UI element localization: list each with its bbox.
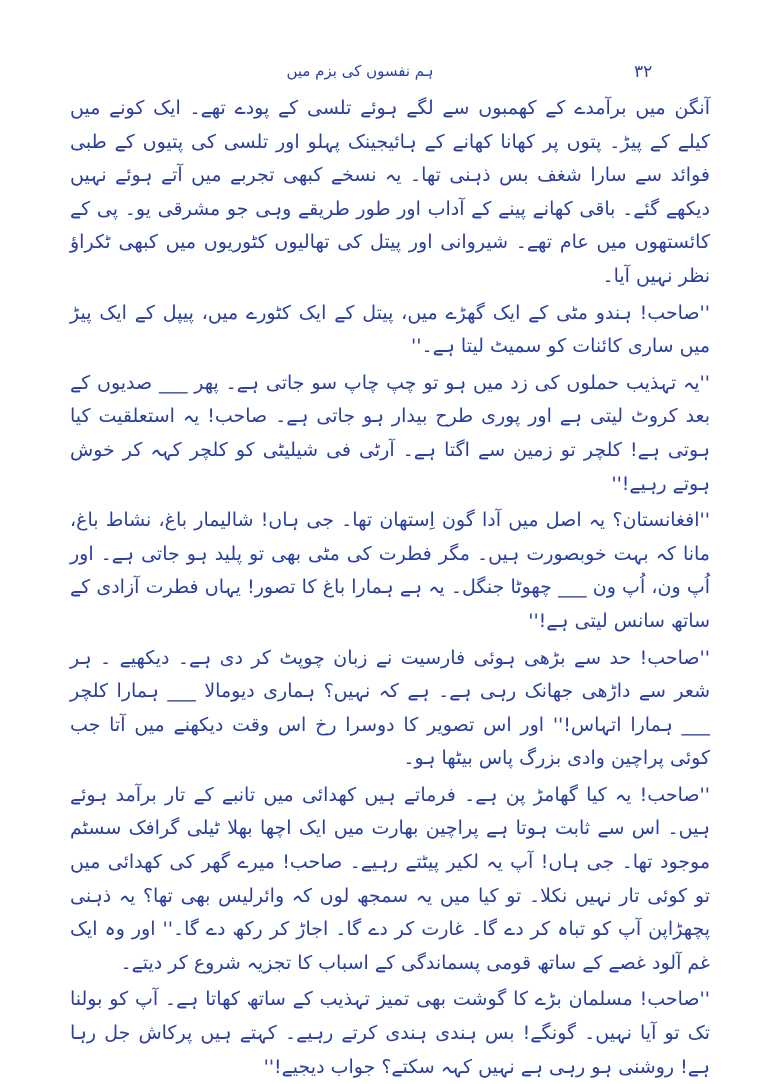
paragraph: ''صاحب! یہ کیا گھامڑ پن ہے۔ فرماتے ہیں کھدائی میں تانبے کے تار برآمد ہوئے ہیں۔ اس سے ثابت ہوتا ہے پراچین بھارت میں ایک اچھا بھلا ٹیلی گرافک سسٹم موجود تھا۔ جی ہاں! آپ یہ لکیر پیٹتے رہیے۔ صاحب! میرے گھر کی کھدائی میں تو کوئی تار نہیں نکلا۔ تو کیا میں یہ سمجھ لوں کہ وائرلیس بھی تھا؟ یہ ذہنی پچھڑاپن آپ کو تباہ کر دے گا۔ غارت کر دے گا۔ اجاڑ کر رکھ دے گا۔'' اور وہ ایک غم آلود غصے کے ساتھ قومی پسماندگی کے اسباب کا تجزیہ شروع کر دیتے۔ [70, 783, 710, 974]
paragraph: ''صاحب! مسلمان بڑے کا گوشت بھی تمیز تہذیب کے ساتھ کھاتا ہے۔ آپ کو بولنا تک تو آیا نہیں۔ گونگے! بس ہندی ہندی کرتے رہیے۔ کہتے ہیں پرکاش جل رہا ہے! روشنی ہو رہی ہے نہیں کہہ سکتے؟ جواب دیجیے!'' [70, 988, 710, 1078]
paragraph: ''صاحب! حد سے بڑھی ہوئی فارسیت نے زبان چوپٹ کر دی ہے۔ دیکھیے ۔ ہر شعر سے داڑھی جھانک رہی ہے۔ ہے کہ نہیں؟ ہماری دیومالا ___ ہمارا کلچر ___ ہمارا اتہاس!'' اور اس تصویر کا دوسرا رخ اس وقت دیکھنے میں آتا جب کوئی پراچین وادی بزرگ پاس بیٹھا ہو۔ [70, 646, 710, 770]
paragraph: آنگن میں برآمدے کے کھمبوں سے لگے ہوئے تلسی کے پودے تھے۔ ایک کونے میں کیلے کے پیڑ۔ پتوں پر کھانا کھانے کے ہائیجینک پہلو اور تلسی کی پتیوں کے طبی فوائد سے سارا شغف بس ذہنی تھا۔ یہ نسخے کبھی تجربے میں آتے ہوئے نہیں دیکھے گئے۔ باقی کھانے پینے کے آداب اور طور طریقے وہی جو مشرقی یو۔ پی کے کائستھوں میں عام تھے۔ شیروانی اور پیتل کی تھالیوں کٹوریوں میں کبھی ٹکراؤ نظر نہیں آیا۔ [70, 97, 710, 287]
paragraph: ''افغانستان؟ یہ اصل میں آدا گون اِستھان تھا۔ جی ہاں! شالیمار باغ، نشاط باغ، مانا کہ بہت خوبصورت ہیں۔ مگر فطرت کی مٹی بھی تو پلید ہو جاتی ہے۔ اور اُپ ون، اُپ ون ___ چھوٹا جنگل۔ یہ ہے ہمارا باغ کا تصور! یہاں فطرت آزادی کے ساتھ سانس لیتی ہے!'' [70, 509, 710, 632]
paragraph: ''یہ تہذیب حملوں کی زد میں ہو تو چپ چاپ سو جاتی ہے۔ پھر ___ صدیوں کے بعد کروٹ لیتی ہے اور پوری طرح بیدار ہو جاتی ہے۔ صاحب! یہ استعلقیت کیا ہوتی ہے! کلچر تو زمین سے اگتا ہے۔ آرٹی فی شیلیٹی کو کلچر کہہ کر خوش ہوتے رہیے!'' [70, 371, 710, 495]
paragraph: ''صاحب! ہندو مٹی کے ایک گھڑے میں، پیتل کے ایک کٹورے میں، پیپل کے ایک پیڑ میں ساری کائنات کو سمیٹ لیتا ہے۔'' [70, 301, 710, 358]
running-head: ہم نفسوں کی بزم میں [286, 62, 434, 80]
page-number: ۳۲ [634, 62, 653, 82]
body-text [70, 92, 710, 1084]
